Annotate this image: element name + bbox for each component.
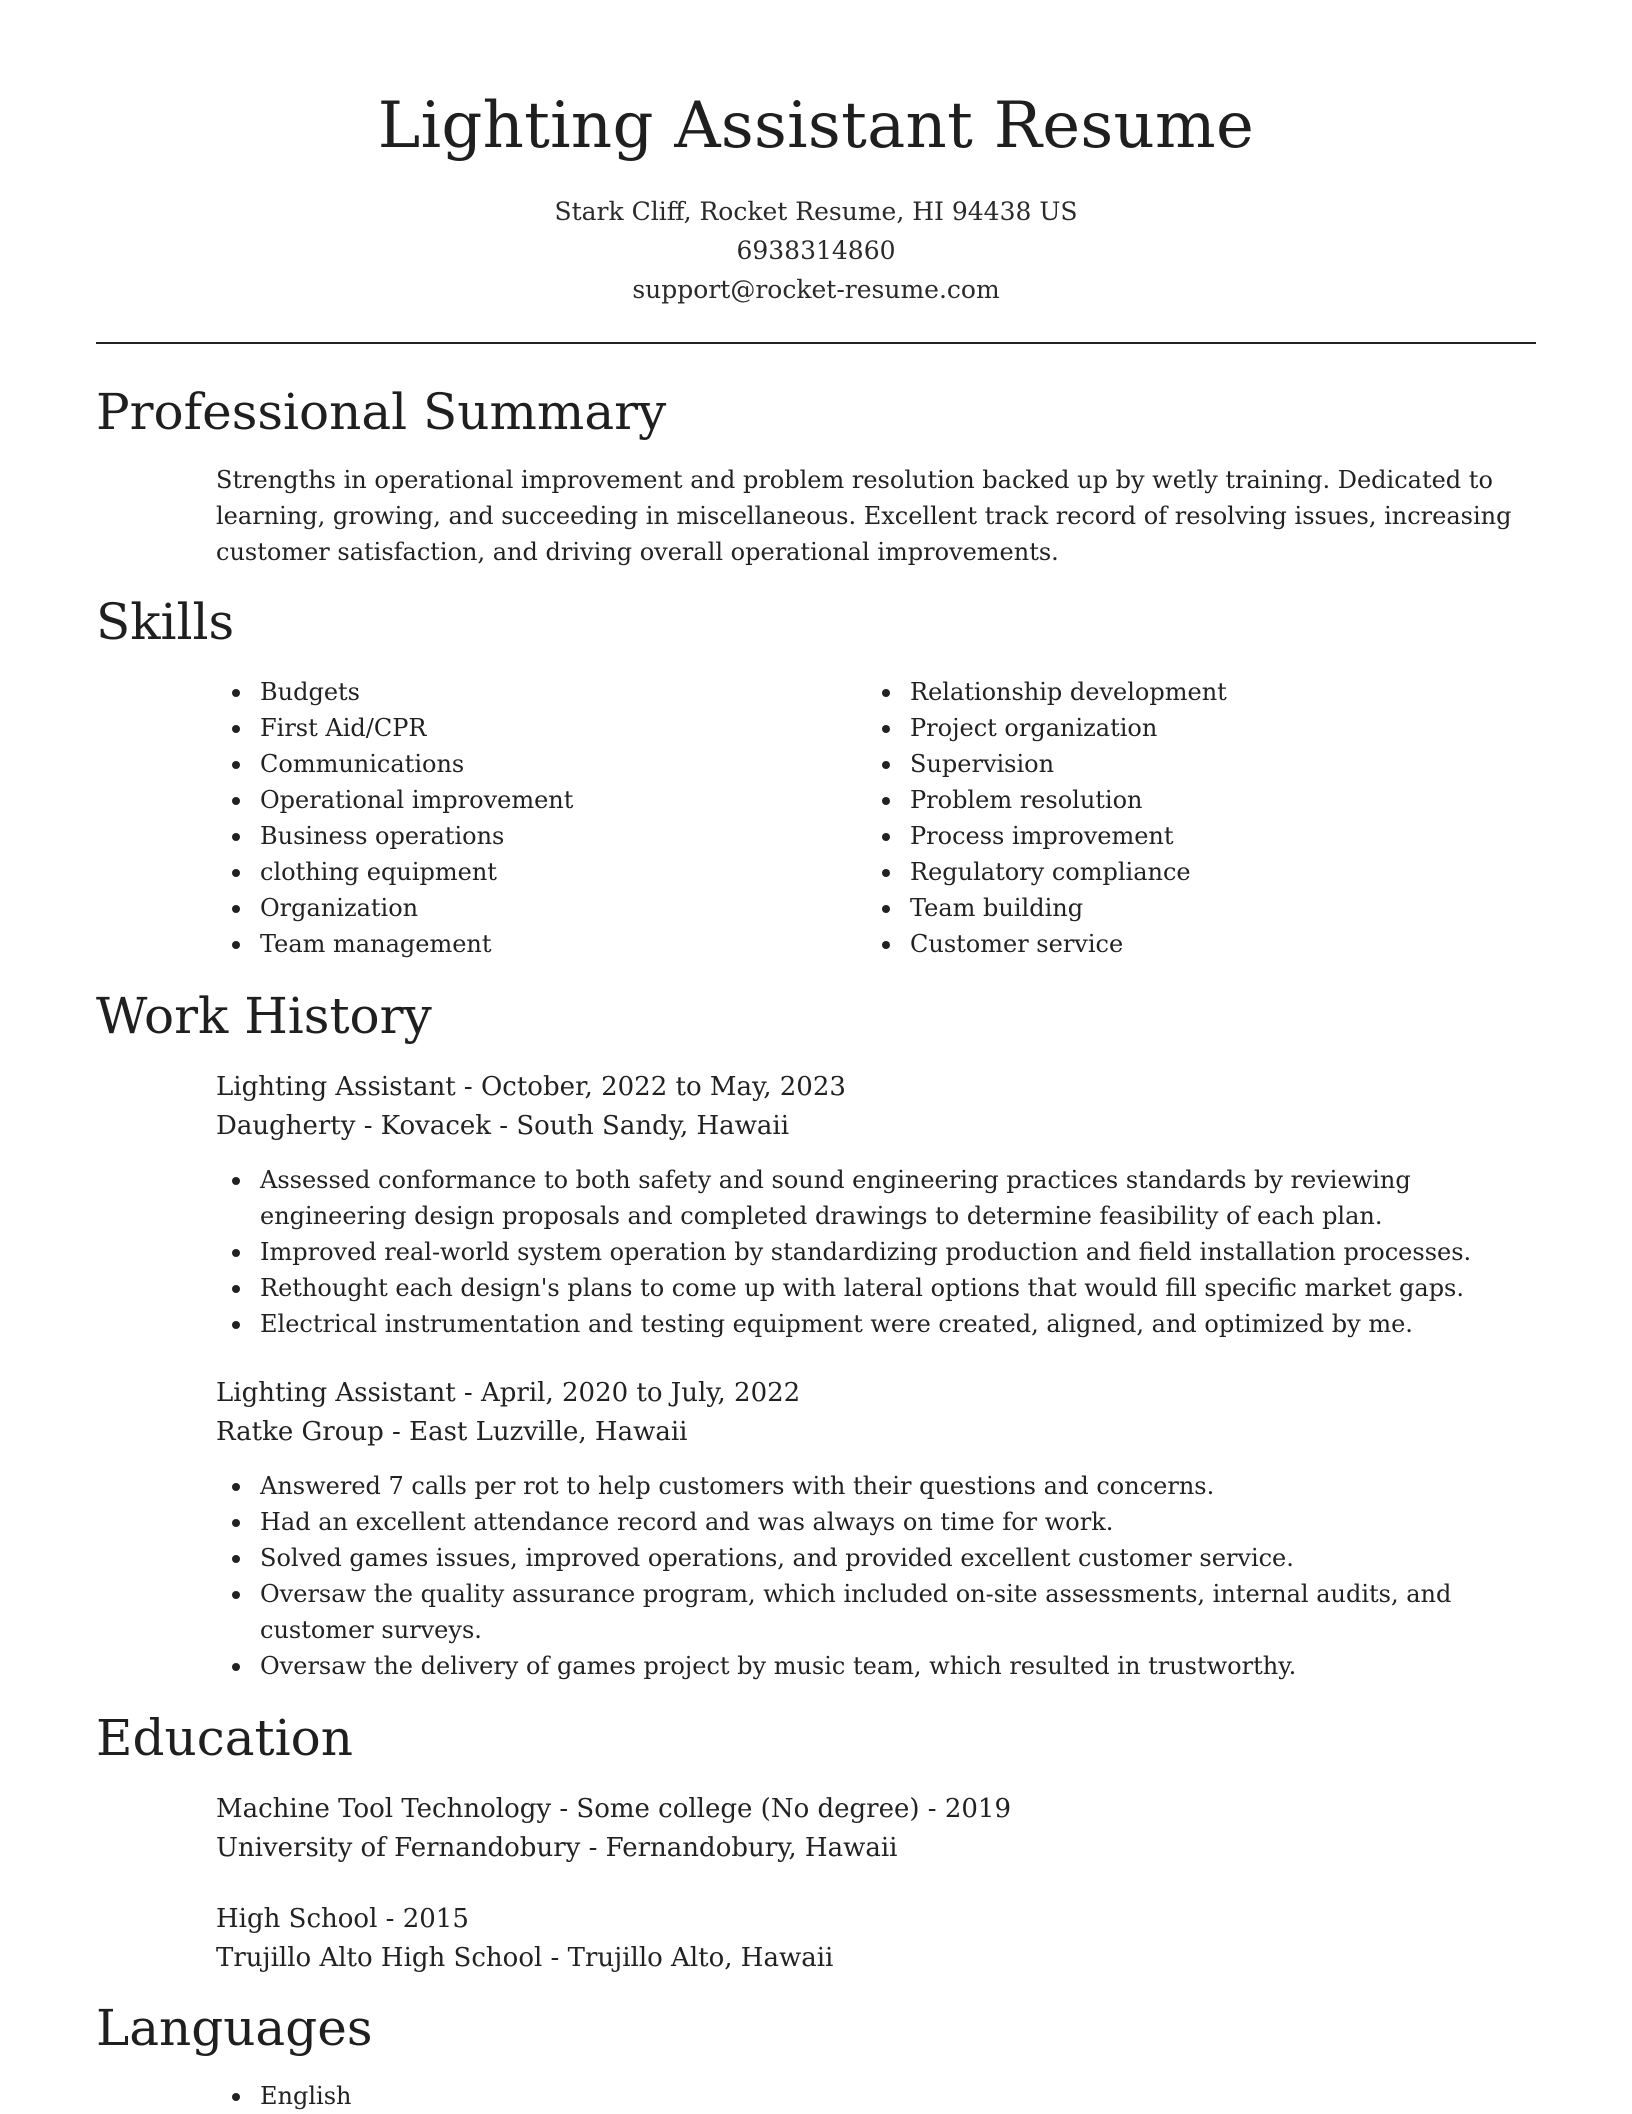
languages-heading: Languages xyxy=(96,1999,373,2057)
language-item: English xyxy=(216,2078,816,2114)
job-title: Lighting Assistant xyxy=(216,1378,456,1408)
contact-email: support@rocket-resume.com xyxy=(632,275,1000,304)
job-header xyxy=(216,1374,1536,1452)
job-location: - East Luzville, Hawaii xyxy=(383,1417,688,1447)
job-company-line xyxy=(216,1413,1536,1452)
job-bullet: Oversaw the delivery of games project by music team, which resulted in trustworthy. xyxy=(216,1648,1546,1684)
education-year: - 2019 xyxy=(919,1794,1011,1824)
skill-item: Regulatory compliance xyxy=(866,854,1506,890)
skills-heading: Skills xyxy=(96,593,235,651)
job-title-line xyxy=(216,1068,1536,1107)
education-entry xyxy=(216,1790,1536,1868)
job-title: Lighting Assistant xyxy=(216,1072,456,1102)
header-divider xyxy=(96,342,1536,344)
skill-item: Project organization xyxy=(866,710,1506,746)
resume-title: Lighting Assistant Resume xyxy=(377,89,1255,163)
skill-item: Organization xyxy=(216,890,816,926)
skill-item: Customer service xyxy=(866,926,1506,962)
education-location: - Fernandobury, Hawaii xyxy=(580,1833,898,1863)
job-dates: - October, 2022 to May, 2023 xyxy=(455,1072,846,1102)
summary-text: Strengths in operational improvement and problem resolution backed up by wetly training. Dedicated to learning, growing, and succeeding in miscellaneous. Excellent track record of resolving issues, increasing customer satisfaction, and driving overall operational improvements. xyxy=(216,466,1512,566)
job-bullet: Oversaw the quality assurance program, which included on-site assessments, internal audits, and customer surveys. xyxy=(216,1576,1546,1648)
education-heading: Education xyxy=(96,1709,353,1767)
education-location: - Trujillo Alto, Hawaii xyxy=(542,1943,834,1973)
skill-item: Budgets xyxy=(216,674,816,710)
education-degree: High School xyxy=(216,1904,378,1934)
skill-item: Communications xyxy=(216,746,816,782)
education-entry xyxy=(216,1900,1536,1978)
contact-phone: 6938314860 xyxy=(736,236,896,265)
languages-list xyxy=(216,2078,816,2114)
work-history-heading: Work History xyxy=(96,987,432,1045)
job-bullet: Solved games issues, improved operations, and provided excellent customer service. xyxy=(216,1540,1546,1576)
skill-item: clothing equipment xyxy=(216,854,816,890)
job-company-line xyxy=(216,1107,1536,1146)
skills-list-left xyxy=(216,674,816,962)
skill-item: Business operations xyxy=(216,818,816,854)
skill-item: Team management xyxy=(216,926,816,962)
contact-address: Stark Cliff, Rocket Resume, HI 94438 US xyxy=(554,197,1078,226)
skill-item: Relationship development xyxy=(866,674,1506,710)
education-year: - 2015 xyxy=(377,1904,469,1934)
job-bullet: Rethought each design's plans to come up with lateral options that would fill specific market gaps. xyxy=(216,1270,1546,1306)
skill-item: Problem resolution xyxy=(866,782,1506,818)
job-company: Ratke Group xyxy=(216,1417,384,1447)
job-header xyxy=(216,1068,1536,1146)
job-location: - South Sandy, Hawaii xyxy=(491,1111,790,1141)
contact-block xyxy=(0,192,1632,309)
job-bullet: Electrical instrumentation and testing equipment were created, aligned, and optimized by me. xyxy=(216,1306,1546,1342)
skill-item: Operational improvement xyxy=(216,782,816,818)
job-title-line xyxy=(216,1374,1536,1413)
skills-list-right xyxy=(866,674,1506,962)
education-school-line xyxy=(216,1829,1536,1868)
job-company: Daugherty - Kovacek xyxy=(216,1111,492,1141)
job-bullet: Assessed conformance to both safety and sound engineering practices standards by reviewing engineering design proposals and completed drawings to determine feasibility of each plan. xyxy=(216,1162,1546,1234)
education-school: Trujillo Alto High School xyxy=(216,1943,543,1973)
job-bullets xyxy=(216,1162,1546,1342)
job-dates: - April, 2020 to July, 2022 xyxy=(455,1378,801,1408)
education-degree: Machine Tool Technology - Some college (No degree) xyxy=(216,1794,920,1824)
education-school: University of Fernandobury xyxy=(216,1833,581,1863)
education-school-line xyxy=(216,1939,1536,1978)
summary-heading: Professional Summary xyxy=(96,383,667,441)
job-bullet: Answered 7 calls per rot to help customers with their questions and concerns. xyxy=(216,1468,1546,1504)
skill-item: Process improvement xyxy=(866,818,1506,854)
skill-item: Team building xyxy=(866,890,1506,926)
job-bullets xyxy=(216,1468,1546,1684)
job-bullet: Improved real-world system operation by standardizing production and field installation processes. xyxy=(216,1234,1546,1270)
job-bullet: Had an excellent attendance record and was always on time for work. xyxy=(216,1504,1546,1540)
education-degree-line xyxy=(216,1900,1536,1939)
education-degree-line xyxy=(216,1790,1536,1829)
skill-item: Supervision xyxy=(866,746,1506,782)
skill-item: First Aid/CPR xyxy=(216,710,816,746)
